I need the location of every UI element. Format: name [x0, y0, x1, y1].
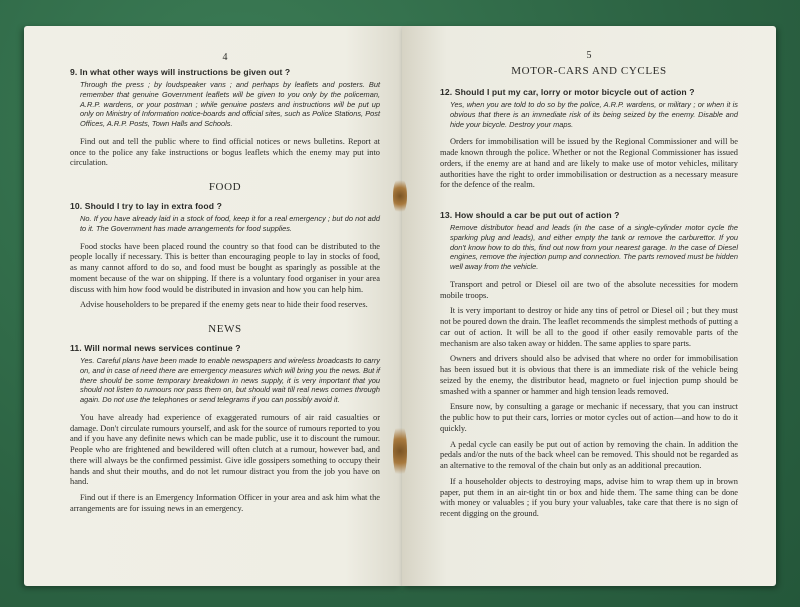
answer-9: Through the press ; by loudspeaker vans ; and perhaps by leaflets and posters. But remember that genuine Government leaflets will be given to you only by the policeman, A.R.P. wardens, or your postman ; while genuine posters and instructions will be put up only on Ministry of Information notice-boards and official sites, such as Police Stations, Post Offices, A.R.P. Posts, Town Halls and Schools. [80, 80, 380, 129]
page-number-right: 5 [586, 50, 592, 61]
body-13-4: Ensure now, by consulting a garage or mechanic if necessary, that you can instruct the public how to put their cars, lorries or motor cycles out of action—and how to do it quickly. [440, 402, 738, 433]
answer-11: Yes. Careful plans have been made to enable newspapers and wireless broadcasts to carry on, and in case of need there are emergency measures which will bring you the news. But if there should be some temporary breakdown in news supply, it is very important that you should not listen to rumours nor pass them on, but should wait till real news comes through again. Do not use the telephones or send telegrams if you can possibly avoid it. [80, 356, 380, 405]
body-13-2: It is very important to destroy or hide any tins of petrol or Diesel oil ; but they must not be poured down the drain. The leaflet recommends the simplest methods of putting a car out of action. It will be all to the good if other easily removable parts of the mechanism are also taken away or hidden. The same applies to spare parts. [440, 306, 738, 348]
answer-12: Yes, when you are told to do so by the police, A.R.P. wardens, or military ; or when it is obvious that there is an immediate risk of its being seized by the enemy. Disable and hide your bicycle. Destroy your maps. [450, 100, 738, 129]
question-11: 11. Will normal news services continue ? [70, 343, 241, 354]
body-11-1: You have already had experience of exaggerated rumours of air raid casualties or damage. Don't circulate rumours yourself, and ask for the source of rumours reported to you and if you have any definite news which can be made public, use it to discount the rumour. People who are frightened and bewildered will often clutch at a rumour, however bad, and there will always be the confirmed pessimist. Give idle gossipers something to occupy their hands and shut their mouths, and do not let rumour distract you from the job you have on hand. [70, 412, 380, 487]
spine-stain-lower [393, 421, 407, 481]
answer-13: Remove distributor head and leads (in the case of a single-cylinder motor cycle the sparking plug and leads), and either empty the tank or remove the carburettor. If you don't know how to do this, find out now from your nearest garage. In the case of Diesel engines, remove the injection pump and connection. The parts removed must be hidden well away from the vehicle. [450, 223, 738, 272]
spine-stain-upper [393, 176, 407, 216]
left-page [24, 26, 402, 586]
body-13-5: A pedal cycle can easily be put out of action by removing the chain. In addition the pedals and/or the nuts of the back wheel can be removed. This should not be regarded as an alternative to the removal of the chain but only as an additional precaution. [440, 439, 738, 471]
section-heading-food: FOOD [208, 181, 242, 194]
booklet [24, 26, 776, 586]
right-page [402, 26, 776, 586]
body-10-1: Food stocks have been placed round the country so that food can be distributed to the people locally if necessary. This is better than encouraging people to lay in stocks of food, as many cannot afford to do so, and food must be bought as sparingly as possible at the moment because of the war on shipping. If there is a voluntary food organiser in your area discuss with him how food would be distributed in invasion and how you can help him. [70, 241, 380, 294]
body-11-2: Find out if there is an Emergency Information Officer in your area and ask him what the arrangements are for issuing news in an emergency. [70, 493, 380, 513]
section-heading-motor-cars: MOTOR-CARS AND CYCLES [511, 65, 667, 77]
question-13: 13. How should a car be put out of action ? [440, 210, 620, 221]
question-9: 9. In what other ways will instructions be given out ? [70, 67, 291, 77]
body-13-1: Transport and petrol or Diesel oil are two of the absolute necessities for modern mobile troops. [440, 279, 738, 300]
body-13-6: If a householder objects to destroying maps, advise him to wrap them up in brown paper, put them in an air-tight tin or box and hide them. The same thing can be done with money or valuables ; if you bury your valuables, take care that there is no sign of recent digging on the ground. [440, 476, 738, 519]
page-number-left: 4 [222, 52, 228, 63]
body-12: Orders for immobilisation will be issued by the Regional Commissioner and will be made known through the police. Whether or not the Regional Commissioner has issued orders, if the enemy are at hand and are likely to make use of motor vehicles, military authorities have the right to order immobilisation or destruction as a necessary measure for the defence of the realm. [440, 137, 738, 190]
question-12: 12. Should I put my car, lorry or motor bicycle out of action ? [440, 87, 695, 97]
section-heading-news: NEWS [208, 323, 242, 336]
body-13-3: Owners and drivers should also be advised that where no order for immobilisation has been issued but it is obvious that there is an immediate risk of the vehicle being seized by the enemy, the distributor head, magneto or fuel injection pump should be smashed with a spanner or hammer and high tension leads removed. [440, 354, 738, 396]
body-10-2: Advise householders to be prepared if the enemy gets near to hide their food reserves. [80, 300, 368, 310]
body-9: Find out and tell the public where to find official notices or news bulletins. Report at once to the police any fake instructions or bogus leaflets which the enemy may put into circulation. [70, 136, 380, 168]
question-10: 10. Should I try to lay in extra food ? [70, 201, 222, 212]
answer-10: No. If you have already laid in a stock of food, keep it for a real emergency ; but do not add to it. The Government has made arrangements for food supplies. [80, 214, 380, 233]
